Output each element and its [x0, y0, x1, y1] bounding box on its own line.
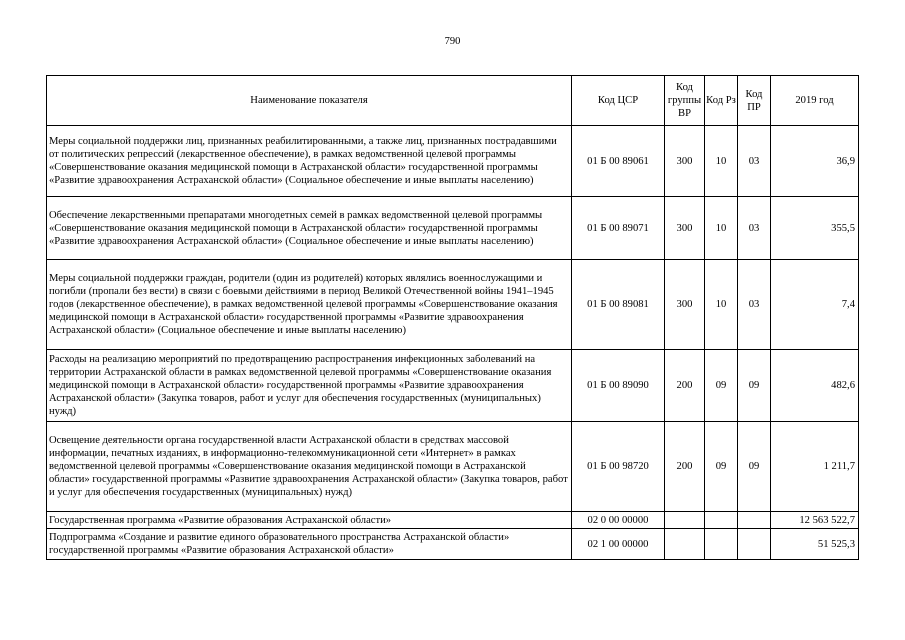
table-row: [47, 197, 859, 260]
table-row: [47, 126, 859, 197]
header-year-2019: 2019 год: [771, 76, 859, 126]
row-vr-code: 300: [665, 197, 705, 260]
header-name: Наименование показателя: [47, 76, 572, 126]
row-vr-code: 300: [665, 126, 705, 197]
row-name: Расходы на реализацию мероприятий по предотвращению распространения инфекционных заболеваний на территории Астраханской области в рамках ведомственной целевой программы «Совершенствование оказания медицинской помощи в Астраханской области» государственной программы «Развитие здравоохранения Астраханской области» (Закупка товаров, работ и услуг для обеспечения государственных (муниципальных) нужд): [47, 350, 572, 422]
row-vr-code: 200: [665, 422, 705, 512]
row-rz-code: 09: [705, 422, 738, 512]
table-row: [47, 529, 859, 560]
row-vr-code: 300: [665, 260, 705, 350]
budget-table: [46, 75, 859, 560]
row-csr-code: 01 Б 00 89061: [572, 126, 665, 197]
table-row: [47, 350, 859, 422]
row-vr-code: 200: [665, 350, 705, 422]
row-csr-code: 02 0 00 00000: [572, 512, 665, 529]
row-name: Освещение деятельности органа государственной власти Астраханской области в средствах массовой информации, печатных изданиях, в информационно-телекоммуникационной сети «Интернет» в рамках ведомственной целевой программы «Совершенствование оказания медицинской помощи в Астраханской области» государственной программы «Развитие здравоохранения Астраханской области» (Закупка товаров, работ и услуг для обеспечения государственных (муниципальных) нужд): [47, 422, 572, 512]
row-csr-code: 01 Б 00 89071: [572, 197, 665, 260]
row-vr-code: [665, 529, 705, 560]
row-csr-code: 01 Б 00 98720: [572, 422, 665, 512]
row-name: Государственная программа «Развитие образования Астраханской области»: [47, 512, 572, 529]
row-name: Обеспечение лекарственными препаратами многодетных семей в рамках ведомственной целевой программы «Совершенствование оказания медицинской помощи в Астраханской области» государственной программы «Развитие здравоохранения Астраханской области» (Социальное обеспечение и иные выплаты населению): [47, 197, 572, 260]
row-amount: 482,6: [771, 350, 859, 422]
row-csr-code: 02 1 00 00000: [572, 529, 665, 560]
row-name: Подпрограмма «Создание и развитие единого образовательного пространства Астраханской области» государственной программы «Развитие образования Астраханской области»: [47, 529, 572, 560]
table-row: [47, 512, 859, 529]
page-number: 790: [444, 36, 461, 47]
row-rz-code: 09: [705, 350, 738, 422]
row-amount: 355,5: [771, 197, 859, 260]
table-header-row: [47, 76, 859, 126]
row-amount: 12 563 522,7: [771, 512, 859, 529]
row-amount: 36,9: [771, 126, 859, 197]
row-name: Меры социальной поддержки граждан, родители (один из родителей) которых являлись военнослужащими и погибли (пропали без вести) в связи с боевыми действиями в период Великой Отечественной войны 1941–1945 годов (лекарственное обеспечение), в рамках ведомственной целевой программы «Совершенствование оказания медицинской помощи в Астраханской области» государственной программы «Развитие здравоохранения Астраханской области» (Социальное обеспечение и иные выплаты населению): [47, 260, 572, 350]
row-pr-code: 09: [738, 350, 771, 422]
header-csr-code: Код ЦСР: [572, 76, 665, 126]
row-pr-code: 03: [738, 126, 771, 197]
row-rz-code: 10: [705, 126, 738, 197]
row-pr-code: 09: [738, 422, 771, 512]
row-pr-code: 03: [738, 197, 771, 260]
row-pr-code: 03: [738, 260, 771, 350]
row-amount: 1 211,7: [771, 422, 859, 512]
row-rz-code: [705, 529, 738, 560]
header-pr-code: Код ПР: [738, 76, 771, 126]
header-vr-code: Код группы ВР: [665, 76, 705, 126]
header-rz-code: Код Рз: [705, 76, 738, 126]
row-rz-code: 10: [705, 260, 738, 350]
row-pr-code: [738, 512, 771, 529]
row-rz-code: 10: [705, 197, 738, 260]
row-csr-code: 01 Б 00 89090: [572, 350, 665, 422]
table-row: [47, 422, 859, 512]
row-pr-code: [738, 529, 771, 560]
row-amount: 51 525,3: [771, 529, 859, 560]
row-amount: 7,4: [771, 260, 859, 350]
row-vr-code: [665, 512, 705, 529]
row-name: Меры социальной поддержки лиц, признанных реабилитированными, а также лиц, признанных пострадавшими от политических репрессий (лекарственное обеспечение), в рамках ведомственной целевой программы «Совершенствование оказания медицинской помощи в Астраханской области» государственной программы «Развитие здравоохранения Астраханской области» (Социальное обеспечение и иные выплаты населению): [47, 126, 572, 197]
table-row: [47, 260, 859, 350]
row-rz-code: [705, 512, 738, 529]
row-csr-code: 01 Б 00 89081: [572, 260, 665, 350]
